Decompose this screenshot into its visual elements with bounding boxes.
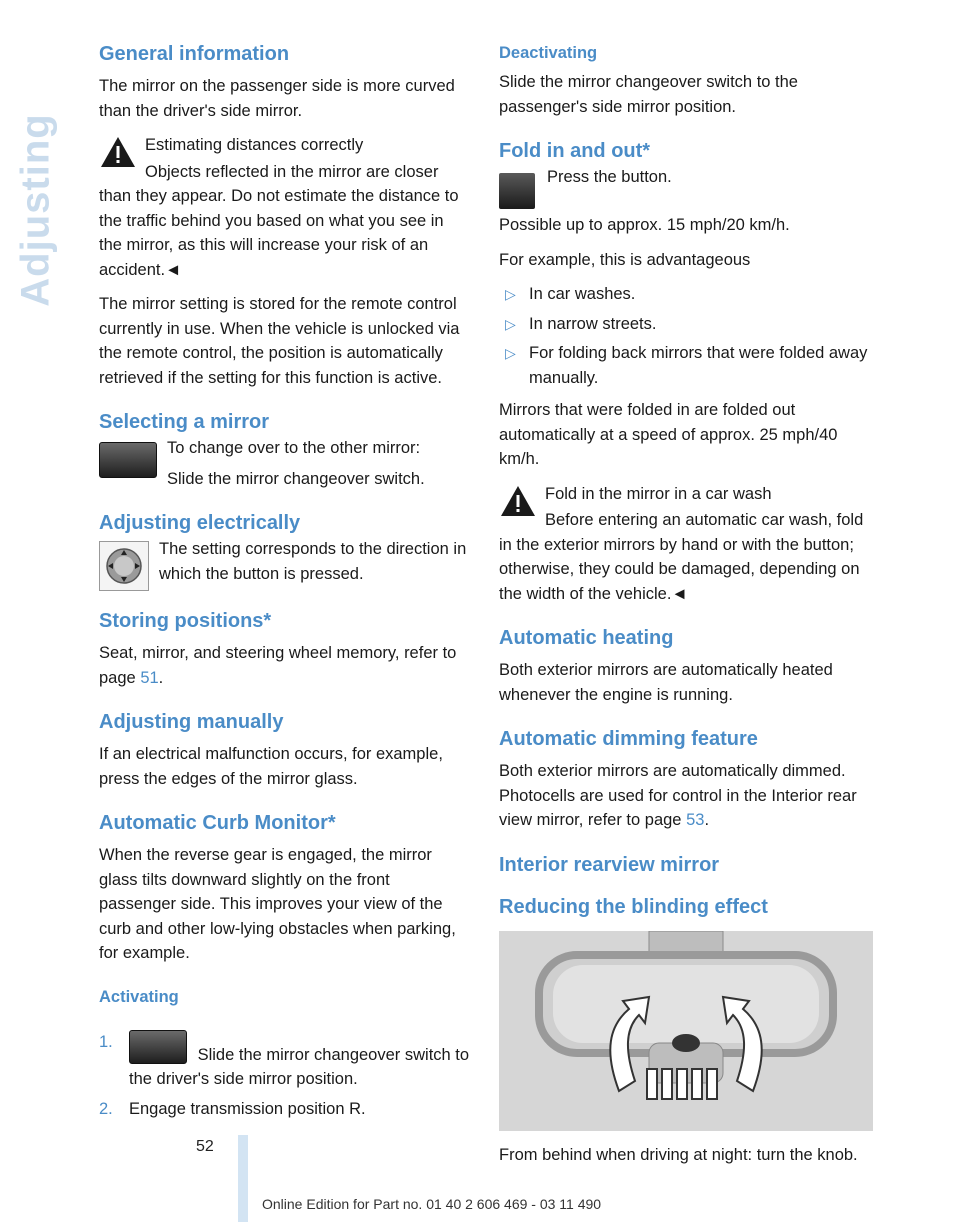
list-item-text: In car washes.	[529, 285, 636, 303]
mirror-switch-icon	[129, 1030, 187, 1064]
selecting-block	[99, 436, 471, 491]
warning-body: Objects reflected in the mirror are closer than they appear. Do not estimate the distance to the traffic behind you based on what you see in the mirror, as this will increase your risk of an accident.◄	[99, 162, 459, 279]
dimming-body: Both exterior mirrors are automatically dimmed. Photocells are used for control in the Interior rear view mirror, refer to page	[499, 762, 857, 829]
page-number: 52	[196, 1138, 214, 1155]
interior-mirror-title: Interior rearview mirror	[499, 853, 720, 876]
warning-title: Estimating distances correctly	[145, 136, 364, 154]
adjust-electrically-block	[99, 537, 471, 591]
warning-text	[99, 160, 471, 283]
step-number: 1.	[99, 1032, 113, 1051]
mirror-joystick-icon	[99, 541, 149, 591]
warning-carwash	[499, 482, 871, 607]
storing-text: Seat, mirror, and steering wheel memory, refer to page 51.	[99, 644, 457, 687]
blinding-title: Reducing the blinding effect	[499, 895, 768, 918]
step-text: Engage transmission position R.	[129, 1099, 366, 1118]
fold-speed: Possible up to approx. 15 mph/20 km/h.	[499, 216, 790, 234]
step-1	[99, 1030, 471, 1092]
warning-title: Fold in the mirror in a car wash	[545, 484, 772, 503]
left-column	[99, 40, 471, 1126]
deactivating-title: Deactivating	[499, 44, 598, 62]
bullet-icon: ▷	[505, 315, 516, 332]
side-tab	[0, 0, 72, 420]
activating-steps	[99, 1030, 471, 1122]
page-link-51[interactable]: 51	[140, 668, 159, 687]
adjust-manually-text: If an electrical malfunction occurs, for example, press the edges of the mirror glass.	[99, 745, 443, 788]
activating-title: Activating	[99, 987, 179, 1006]
blinding-text: From behind when driving at night: turn the knob.	[499, 1145, 858, 1164]
storing-title: Storing positions*	[99, 610, 272, 632]
warning-distance	[99, 133, 471, 282]
stored-text: The mirror setting is stored for the remote control currently in use. When the vehicle is unlocked via the remote control, the position is automatically retrieved if the setting for this function is active.	[99, 295, 460, 387]
curb-monitor-text: When the reverse gear is engaged, the mirror glass tilts downward slightly on the front passenger side. This improves your view of the curb and other low-lying obstacles when parking, for example.	[99, 846, 456, 962]
fold-example: For example, this is advantageous	[499, 250, 751, 269]
dimming-text: Both exterior mirrors are automatically dimmed. Photocells are used for control in the Interior rear view mirror, refer to page 53.	[499, 762, 857, 829]
bullet-icon: ▷	[505, 345, 516, 361]
right-column	[499, 40, 871, 1177]
heating-title: Automatic heating	[499, 627, 674, 649]
adjust-manually-title: Adjusting manually	[99, 711, 284, 733]
general-title: General information	[99, 43, 290, 65]
step-2	[99, 1097, 471, 1122]
list-item	[499, 341, 871, 390]
fold-block	[499, 165, 871, 213]
rearview-mirror-image	[499, 931, 873, 1131]
fold-auto-text: Mirrors that were folded in are folded out automatically at a speed of approx. 25 mph/40 km/h.	[499, 401, 838, 468]
side-tab-label: Adjusting	[13, 113, 58, 307]
adjust-electrically-title: Adjusting electrically	[99, 512, 301, 534]
fold-list	[499, 282, 871, 390]
bullet-icon: ▷	[505, 286, 516, 302]
page-link-53[interactable]: 53	[686, 811, 705, 829]
fold-press: Press the button.	[547, 168, 672, 186]
step-text: Slide the mirror changeover switch to the driver's side mirror position.	[129, 1045, 470, 1088]
fold-button-icon	[499, 173, 535, 209]
selecting-title: Selecting a mirror	[99, 411, 270, 433]
fold-title: Fold in and out*	[499, 140, 651, 162]
heating-text: Both exterior mirrors are automatically heated whenever the engine is running.	[499, 661, 833, 704]
rearview-mirror-illustration	[499, 931, 873, 1131]
list-item	[499, 312, 871, 337]
deactivating-text: Slide the mirror changeover switch to the passenger's side mirror position.	[499, 73, 798, 116]
step-number: 2.	[99, 1099, 113, 1118]
warning-icon	[499, 484, 537, 518]
general-text: The mirror on the passenger side is more curved than the driver's side mirror.	[99, 77, 455, 120]
adjust-electrically-text: The setting corresponds to the direction in which the button is pressed.	[159, 540, 467, 583]
storing-body: Seat, mirror, and steering wheel memory, refer to page	[99, 644, 457, 687]
curb-monitor-title: Automatic Curb Monitor*	[99, 812, 336, 834]
warning-text	[499, 508, 871, 606]
dimming-title: Automatic dimming feature	[499, 728, 758, 750]
warning-body: Before entering an automatic car wash, fold in the exterior mirrors by hand or with the button; otherwise, they could be damaged, depending on the width of the vehicle.◄	[499, 511, 864, 603]
list-item-text: In narrow streets.	[529, 314, 657, 333]
footer-divider	[238, 1135, 248, 1222]
warning-icon	[99, 135, 137, 169]
list-item-text: For folding back mirrors that were folded away manually.	[529, 344, 868, 387]
footer-edition: Online Edition for Part no. 01 40 2 606 469 - 03 11 490	[262, 1196, 602, 1212]
selecting-line1: To change over to the other mirror:	[167, 439, 421, 457]
list-item	[499, 282, 871, 307]
mirror-switch-icon	[99, 442, 157, 478]
selecting-line2: Slide the mirror changeover switch.	[167, 469, 425, 488]
